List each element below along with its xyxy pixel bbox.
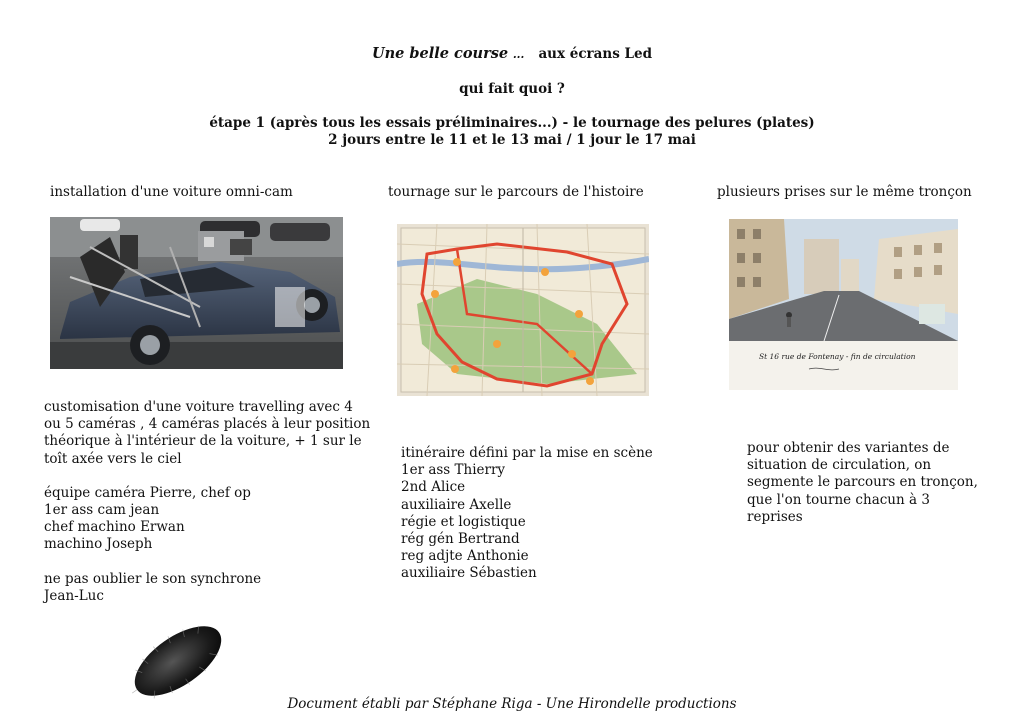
sound-line-1: ne pas oublier le son synchrone bbox=[44, 570, 262, 587]
footer-credit: Document établi par Stéphane Riga - Une Hirondelle productions bbox=[287, 696, 737, 712]
sound-line-2: Jean-Luc bbox=[44, 587, 104, 604]
title-italic: Une belle course bbox=[371, 45, 509, 62]
middle-column-heading: tournage sur le parcours de l'histoire bbox=[388, 184, 644, 200]
left-para-line-2: ou 5 caméras , 4 caméras placés à leur position bbox=[44, 416, 371, 433]
middle-line-2: 1er ass Thierry bbox=[401, 462, 506, 479]
middle-line-4: auxiliaire Axelle bbox=[401, 496, 512, 513]
middle-column-text bbox=[401, 445, 653, 583]
left-column-text bbox=[44, 399, 370, 605]
right-line-3: segmente le parcours en tronçon, bbox=[747, 474, 978, 491]
omni-cam-car-photo bbox=[50, 217, 343, 369]
left-column-heading: installation d'une voiture omni-cam bbox=[50, 184, 293, 200]
right-line-4: que l'on tourne chacun à 3 bbox=[747, 491, 930, 508]
crew-line-2: 1er ass cam jean bbox=[44, 502, 160, 519]
middle-line-7: reg adjte Anthonie bbox=[401, 548, 529, 565]
middle-line-1: itinéraire défini par la mise en scène bbox=[401, 445, 653, 461]
right-column-heading: plusieurs prises sur le même tronçon bbox=[717, 184, 972, 200]
crew-line-1: équipe caméra Pierre, chef op bbox=[44, 484, 251, 501]
left-para-line-1: customisation d'une voiture travelling avec 4 bbox=[44, 399, 353, 415]
stage-line: étape 1 (après tous les essais préliminaires...) - le tournage des pelures (plates) bbox=[209, 115, 815, 131]
crew-line-4: machino Joseph bbox=[44, 536, 153, 553]
dates-line: 2 jours entre le 11 et le 13 mai / 1 jour le 17 mai bbox=[328, 132, 696, 148]
right-line-5: reprises bbox=[747, 508, 803, 525]
middle-line-8: auxiliaire Sébastien bbox=[401, 565, 537, 582]
right-line-2: situation de circulation, on bbox=[747, 457, 932, 474]
right-line-1: pour obtenir des variantes de bbox=[747, 440, 950, 456]
middle-line-5: régie et logistique bbox=[401, 513, 526, 530]
document-subtitle: qui fait quoi ? bbox=[459, 81, 565, 97]
right-column-text bbox=[747, 440, 978, 526]
left-para-line-3: théorique à l'intérieur de la voiture, + 1 sur le bbox=[44, 433, 362, 450]
document-title bbox=[0, 45, 1024, 62]
street-photo bbox=[729, 219, 958, 390]
title-ellipsis: ... bbox=[512, 48, 525, 61]
crew-line-3: chef machino Erwan bbox=[44, 519, 185, 536]
street-photo-caption: St 16 rue de Fontenay - fin de circulation bbox=[759, 352, 916, 361]
title-rest: aux écrans Led bbox=[538, 46, 653, 62]
middle-line-3: 2nd Alice bbox=[401, 479, 466, 496]
left-para-line-4: toît axée vers le ciel bbox=[44, 450, 182, 467]
route-map-photo bbox=[397, 224, 649, 396]
middle-line-6: rég gén Bertrand bbox=[401, 531, 520, 548]
